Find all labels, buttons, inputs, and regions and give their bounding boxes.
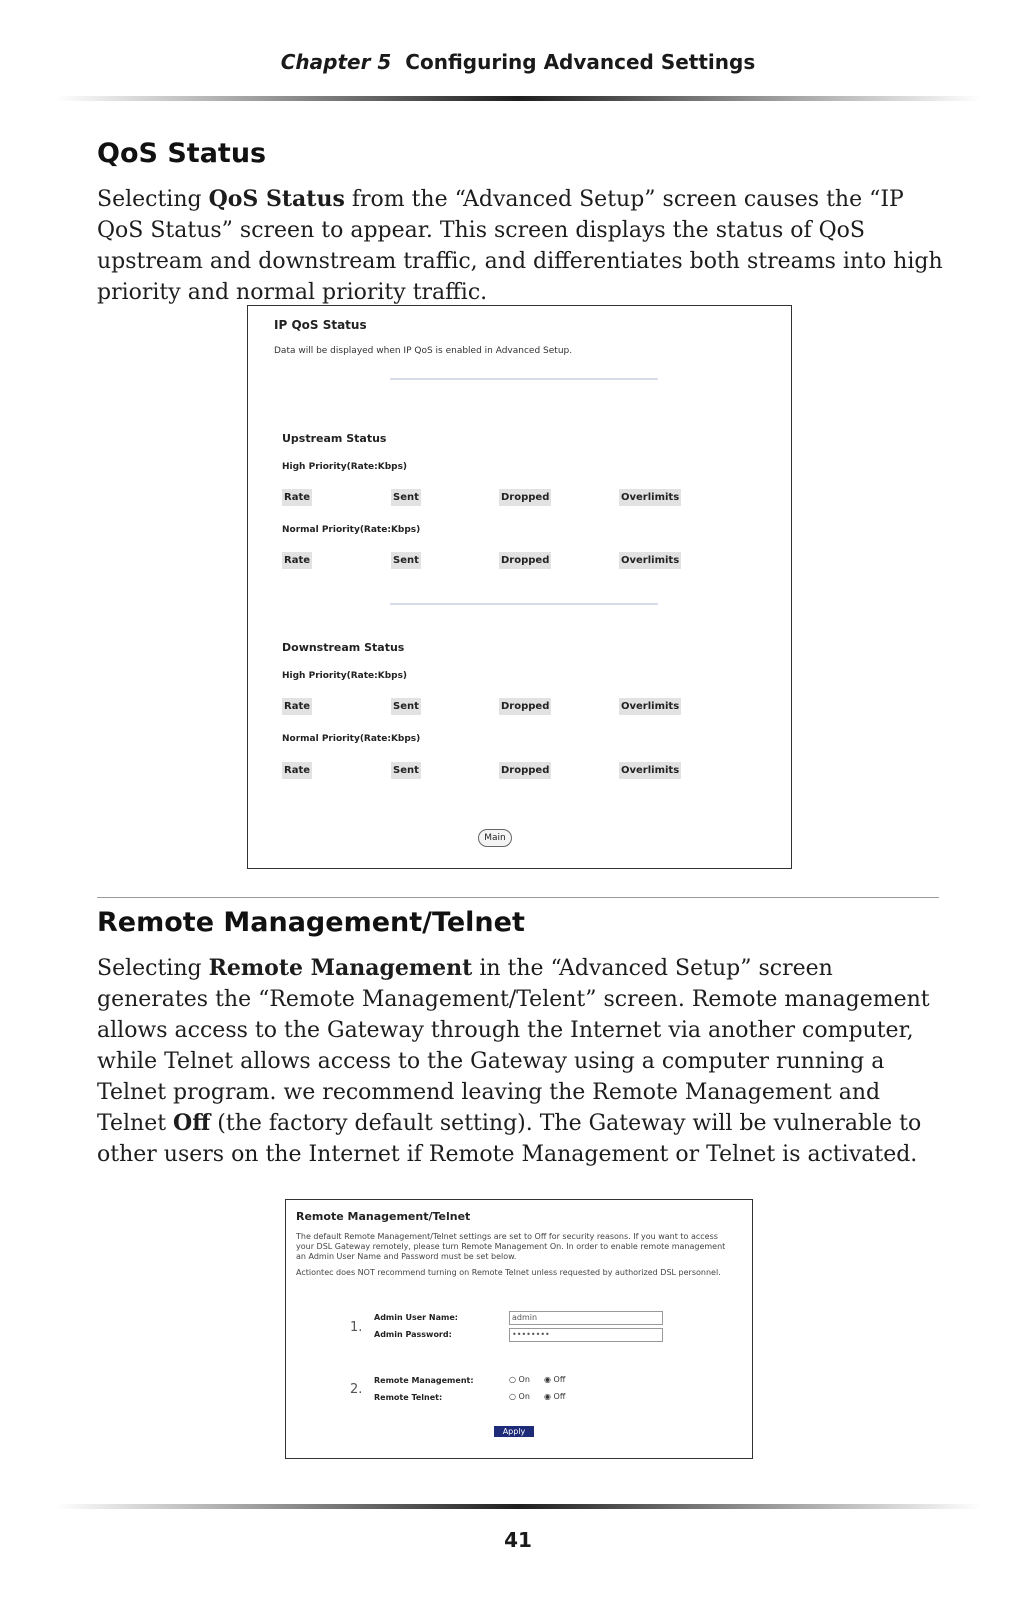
ip-qos-status-screenshot: [247, 305, 792, 869]
downstream-normal-rate-cell: Rate: [282, 762, 312, 779]
downstream-high-dropped-cell: Dropped: [499, 698, 551, 715]
admin-password-input[interactable]: ••••••••: [509, 1328, 663, 1342]
downstream-high-sent-cell: Sent: [391, 698, 421, 715]
main-button[interactable]: Main: [478, 829, 512, 847]
remote-telnet-on-radio[interactable]: ○ On: [509, 1392, 530, 1401]
remote-management-label: Remote Management:: [374, 1376, 474, 1385]
remote-management-screenshot: [285, 1199, 753, 1459]
apply-button[interactable]: Apply: [494, 1426, 534, 1437]
section-divider: [97, 897, 939, 898]
downstream-status-heading: Downstream Status: [282, 641, 405, 654]
upstream-high-priority-label: High Priority(Rate:Kbps): [282, 462, 408, 472]
admin-user-name-label: Admin User Name:: [374, 1313, 458, 1322]
downstream-high-overlimits-cell: Overlimits: [619, 698, 681, 715]
upstream-high-overlimits-cell: Overlimits: [619, 489, 681, 506]
admin-user-name-input[interactable]: admin: [509, 1311, 663, 1325]
upstream-normal-dropped-cell: Dropped: [499, 552, 551, 569]
remote-telnet-off-radio[interactable]: ◉ Off: [544, 1392, 566, 1401]
fig2-title: Remote Management/Telnet: [296, 1210, 471, 1223]
page-number: 41: [504, 1528, 532, 1552]
qos-status-term: QoS Status: [208, 186, 345, 212]
downstream-normal-dropped-cell: Dropped: [499, 762, 551, 779]
section-heading-remote: Remote Management/Telnet: [97, 907, 525, 938]
remote-telnet-label: Remote Telnet:: [374, 1393, 443, 1402]
header-rule: [55, 96, 981, 101]
fig1-separator-2: [390, 603, 658, 605]
off-term: Off: [173, 1110, 211, 1136]
downstream-high-priority-label: High Priority(Rate:Kbps): [282, 671, 408, 681]
qos-paragraph: Selecting QoS Status from the “Advanced Setup” screen causes the “IP QoS Status” screen to appear. This screen displays the status of QoS upstream and downstream traffic, and differentiates both streams into high priority and normal priority traffic.: [97, 186, 943, 305]
upstream-high-rate-cell: Rate: [282, 489, 312, 506]
fig2-paragraph-1: The default Remote Management/Telnet settings are set to Off for security reasons. If you want to access your DSL Gateway remotely, please turn Remote Management On. In order to enable remote management an Admin User Name and Password must be set below.: [296, 1232, 726, 1261]
upstream-normal-overlimits-cell: Overlimits: [619, 552, 681, 569]
upstream-status-heading: Upstream Status: [282, 432, 387, 445]
downstream-normal-sent-cell: Sent: [391, 762, 421, 779]
remote-management-term: Remote Management: [208, 955, 473, 981]
section-heading-qos: QoS Status: [97, 138, 267, 169]
upstream-high-dropped-cell: Dropped: [499, 489, 551, 506]
remote-paragraph: Selecting Remote Management in the “Advanced Setup” screen generates the “Remote Management/Telent” screen. Remote management allows access to the Gateway through the Internet via another computer, while Telnet allows access to the Gateway using a computer running a Telnet program. we recommend leaving the Remote Management and Telnet Off (the factory default setting). The Gateway will be vulnerable to other users on the Internet if Remote Management or Telnet is activated.: [97, 955, 930, 1167]
downstream-normal-priority-label: Normal Priority(Rate:Kbps): [282, 734, 421, 744]
remote-management-off-radio[interactable]: ◉ Off: [544, 1375, 566, 1384]
step-1-number: 1.: [350, 1320, 363, 1335]
fig2-paragraph-2: Actiontec does NOT recommend turning on Remote Telnet unless requested by authorized DSL personnel.: [296, 1268, 721, 1277]
upstream-normal-rate-cell: Rate: [282, 552, 312, 569]
downstream-normal-overlimits-cell: Overlimits: [619, 762, 681, 779]
footer-rule: [55, 1504, 981, 1509]
step-2-number: 2.: [350, 1382, 363, 1397]
upstream-normal-priority-label: Normal Priority(Rate:Kbps): [282, 525, 421, 535]
upstream-normal-sent-cell: Sent: [391, 552, 421, 569]
fig1-note: Data will be displayed when IP QoS is enabled in Advanced Setup.: [274, 346, 573, 356]
chapter-title: Configuring Advanced Settings: [405, 50, 756, 74]
running-header: [0, 50, 1036, 74]
fig1-separator: [390, 378, 658, 380]
fig1-title: IP QoS Status: [274, 318, 367, 332]
chapter-label: Chapter 5: [280, 50, 392, 74]
admin-password-label: Admin Password:: [374, 1330, 452, 1339]
downstream-high-rate-cell: Rate: [282, 698, 312, 715]
upstream-high-sent-cell: Sent: [391, 489, 421, 506]
remote-management-on-radio[interactable]: ○ On: [509, 1375, 530, 1384]
